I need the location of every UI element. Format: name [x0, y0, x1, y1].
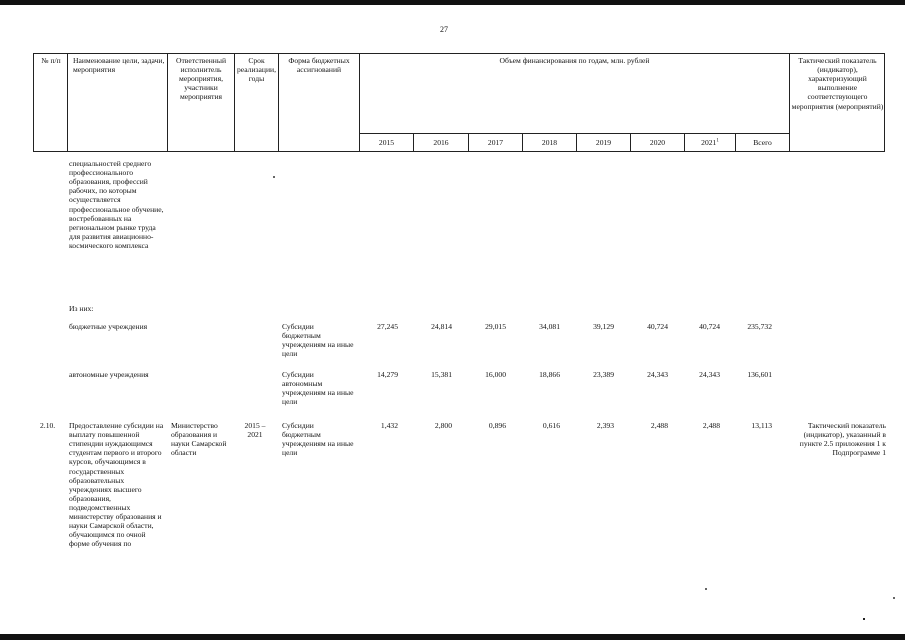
- row-autonomous-total: 136,601: [747, 370, 772, 379]
- header-col-responsible: Ответственный исполнитель мероприятия, участники мероприятия: [175, 56, 227, 102]
- row-budget-name: бюджетные учреждения: [69, 322, 148, 331]
- table-header: [33, 53, 885, 152]
- year-2019: 2019: [595, 138, 612, 147]
- row-autonomous-2017: 16,000: [485, 370, 506, 379]
- item-indicator: Тактический показатель (индикатор), указанный в пункте 2.5 приложения 1 к Подпрограмме 1: [799, 421, 886, 458]
- row-autonomous-2018: 18,866: [539, 370, 560, 379]
- bottom-border: [0, 634, 905, 640]
- continuation-text: специальностей среднего профессионального образования, профессий рабочих, по которым осуществляется профессиональное обучение, востребованных на региональном рынке труда для развития авиационно-космического комплекса: [69, 159, 164, 250]
- item-term: 2015 – 2021: [244, 421, 266, 440]
- item-name: Предоставление субсидии на выплату повышенной стипендии нуждающимся студентам первого и второго курсов, обучающимся в государственных образовательных учреждениях высшего образования, подведомственных министерству образования и науки Самарской области, обучающимся по очной форме обучения по: [69, 421, 164, 549]
- row-autonomous-name: автономные учреждения: [69, 370, 149, 379]
- year-2015: 2015: [378, 138, 395, 147]
- item-2021: 2,488: [702, 421, 720, 430]
- item-2019: 2,393: [596, 421, 614, 430]
- row-autonomous-2020: 24,343: [647, 370, 668, 379]
- row-budget-2020: 40,724: [647, 322, 668, 331]
- row-budget-2016: 24,814: [431, 322, 452, 331]
- row-budget-2015: 27,245: [377, 322, 398, 331]
- header-col-finance: Объем финансирования по годам, млн. рублей: [499, 56, 650, 65]
- row-budget-2021: 40,724: [699, 322, 720, 331]
- item-2020: 2,488: [650, 421, 668, 430]
- item-total: 13,113: [751, 421, 772, 430]
- header-col-term: Срок реализации, годы: [236, 56, 276, 84]
- row-budget-total: 235,732: [747, 322, 772, 331]
- col-line: [167, 53, 168, 152]
- year-2018: 2018: [541, 138, 558, 147]
- header-col-form: Форма бюджетных ассигнований: [288, 56, 350, 75]
- year-2020: 2020: [649, 138, 666, 147]
- col-line: [67, 53, 68, 152]
- item-2017: 0,896: [488, 421, 506, 430]
- row-budget-form: Субсидии бюджетным учреждениям на иные цели: [282, 322, 354, 359]
- item-responsible: Министерство образования и науки Самарской области: [171, 421, 227, 458]
- item-form: Субсидии бюджетным учреждениям на иные цели: [282, 421, 354, 458]
- item-number: 2.10.: [40, 421, 56, 430]
- row-autonomous-2019: 23,389: [593, 370, 614, 379]
- year-total: Всего: [753, 138, 772, 147]
- year-2016: 2016: [433, 138, 449, 147]
- col-line: [278, 53, 279, 152]
- year-2017: 2017: [487, 138, 504, 147]
- page-number: 27: [440, 25, 448, 34]
- scan-speck: [863, 618, 865, 620]
- header-bottom-line: [33, 151, 885, 152]
- header-top-line: [33, 53, 885, 54]
- row-budget-2018: 34,081: [539, 322, 560, 331]
- header-col-indicator: Тактический показатель (индикатор), характеризующий выполнение соответствующего мероприятия (мероприятий): [791, 56, 884, 111]
- item-2015: 1,432: [380, 421, 398, 430]
- item-2018: 0,616: [542, 421, 560, 430]
- scan-speck: [893, 597, 895, 599]
- of-which-label: Из них:: [69, 304, 94, 313]
- header-col-number: № п/п: [41, 56, 61, 65]
- year-2021: 2021$^1$: [701, 138, 719, 147]
- col-line: [33, 53, 34, 152]
- row-autonomous-2021: 24,343: [699, 370, 720, 379]
- row-budget-2019: 39,129: [593, 322, 614, 331]
- item-2016: 2,800: [434, 421, 452, 430]
- header-col-name: Наименование цели, задачи, мероприятия: [73, 56, 165, 75]
- scan-speck: [705, 588, 707, 590]
- top-border: [0, 0, 905, 5]
- row-autonomous-form: Субсидии автономным учреждениям на иные цели: [282, 370, 354, 407]
- row-autonomous-2015: 14,279: [377, 370, 398, 379]
- years-divider-line: [359, 133, 789, 134]
- row-budget-2017: 29,015: [485, 322, 506, 331]
- row-autonomous-2016: 15,381: [431, 370, 452, 379]
- scan-speck: [273, 176, 275, 178]
